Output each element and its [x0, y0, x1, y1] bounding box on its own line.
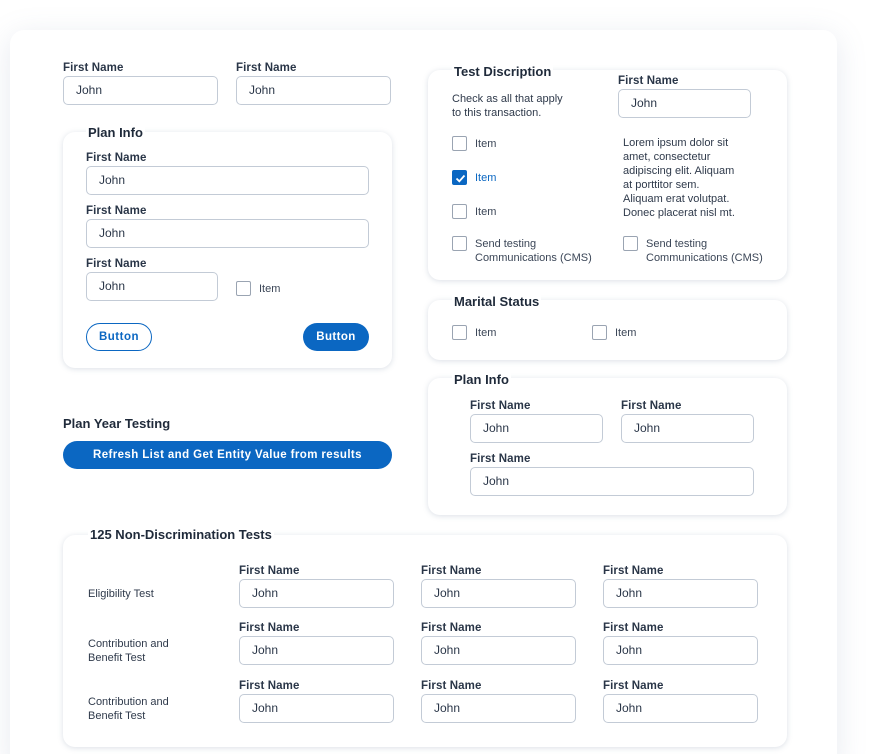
nondisc-row-2-label-1: Contribution and [88, 638, 169, 650]
test-description-field-label: First Name [618, 75, 679, 87]
marital-item-checkbox-2[interactable] [592, 325, 607, 340]
marital-status-title: Marital Status [454, 294, 540, 309]
nondisc-row-3-label-2: Benefit Test [88, 710, 146, 722]
marital-item-label-1: Item [475, 327, 497, 339]
nondisc-r2c2-label: First Name [421, 622, 482, 634]
plan-info-left-checkbox[interactable] [236, 281, 251, 296]
test-item-label-1: Item [475, 138, 497, 150]
nondisc-r2c1-label: First Name [239, 622, 300, 634]
plan-info-left-label-3: First Name [86, 258, 147, 270]
plan-info-left-input-3[interactable]: John [86, 272, 218, 301]
lorem-line-2: amet, consectetur [623, 151, 711, 163]
nondisc-r1c3-label: First Name [603, 565, 664, 577]
nondisc-row-3-label-1: Contribution and [88, 696, 169, 708]
marital-item-label-2: Item [615, 327, 637, 339]
check-icon [454, 172, 467, 185]
plan-info-solid-button[interactable]: Button [303, 323, 369, 351]
test-item-checkbox-3[interactable] [452, 204, 467, 219]
plan-info-left-label-2: First Name [86, 205, 147, 217]
plan-info-left-input-2[interactable]: John [86, 219, 369, 248]
lorem-line-6: Donec placerat nisl mt. [623, 207, 735, 219]
send-testing-label-right-1: Send testing [646, 238, 708, 250]
plan-info-right-label-2: First Name [621, 400, 682, 412]
plan-info-left-title: Plan Info [88, 125, 143, 140]
nondisc-r2c1-input[interactable]: John [239, 636, 394, 665]
send-testing-checkbox-left[interactable] [452, 236, 467, 251]
nondisc-r2c3-input[interactable]: John [603, 636, 758, 665]
test-description-title: Test Discription [454, 64, 552, 79]
top-first-name-label-2: First Name [236, 62, 297, 74]
nondisc-r2c3-label: First Name [603, 622, 664, 634]
plan-info-left-input-1[interactable]: John [86, 166, 369, 195]
send-testing-label-right-2: Communications (CMS) [646, 252, 763, 264]
send-testing-label-left-1: Send testing [475, 238, 537, 250]
lorem-line-3: adipiscing elit. Aliquam [623, 165, 735, 177]
lorem-line-4: at porttitor sem. [623, 179, 700, 191]
top-first-name-label: First Name [63, 62, 124, 74]
nondisc-r3c1-label: First Name [239, 680, 300, 692]
nondisc-r1c1-input[interactable]: John [239, 579, 394, 608]
refresh-list-button[interactable]: Refresh List and Get Entity Value from results [63, 441, 392, 469]
send-testing-label-left-2: Communications (CMS) [475, 252, 592, 264]
plan-info-right-label-1: First Name [470, 400, 531, 412]
test-item-label-3: Item [475, 206, 497, 218]
nondisc-r1c1-label: First Name [239, 565, 300, 577]
test-description-instructions-2: to this transaction. [452, 107, 542, 119]
nondisc-row-1-label: Eligibility Test [88, 588, 154, 600]
plan-info-left-label-1: First Name [86, 152, 147, 164]
plan-info-right-input-3[interactable]: John [470, 467, 754, 496]
lorem-line-5: Aliquam erat volutpat. [623, 193, 730, 205]
nondisc-r2c2-input[interactable]: John [421, 636, 576, 665]
send-testing-checkbox-right[interactable] [623, 236, 638, 251]
test-item-checkbox-2[interactable] [452, 170, 467, 185]
top-first-name-input-1[interactable]: John [63, 76, 218, 105]
nondisc-r3c3-input[interactable]: John [603, 694, 758, 723]
plan-info-outline-button[interactable]: Button [86, 323, 152, 351]
plan-info-right-input-1[interactable]: John [470, 414, 603, 443]
plan-info-right-input-2[interactable]: John [621, 414, 754, 443]
test-item-label-2: Item [475, 172, 497, 184]
nondisc-r1c3-input[interactable]: John [603, 579, 758, 608]
plan-info-left-checkbox-label: Item [259, 283, 281, 295]
nondisc-title: 125 Non-Discrimination Tests [90, 527, 272, 542]
lorem-line-1: Lorem ipsum dolor sit [623, 137, 729, 149]
nondisc-r1c2-label: First Name [421, 565, 482, 577]
plan-info-right-label-3: First Name [470, 453, 531, 465]
test-description-field-input[interactable]: John [618, 89, 751, 118]
plan-year-title: Plan Year Testing [63, 416, 171, 431]
nondisc-r1c2-input[interactable]: John [421, 579, 576, 608]
test-description-instructions-1: Check as all that apply [452, 93, 563, 105]
test-item-checkbox-1[interactable] [452, 136, 467, 151]
marital-item-checkbox-1[interactable] [452, 325, 467, 340]
nondisc-r3c2-input[interactable]: John [421, 694, 576, 723]
top-first-name-input-2[interactable]: John [236, 76, 391, 105]
nondisc-r3c1-input[interactable]: John [239, 694, 394, 723]
plan-info-right-title: Plan Info [454, 372, 509, 387]
nondisc-row-2-label-2: Benefit Test [88, 652, 146, 664]
nondisc-r3c2-label: First Name [421, 680, 482, 692]
nondisc-r3c3-label: First Name [603, 680, 664, 692]
